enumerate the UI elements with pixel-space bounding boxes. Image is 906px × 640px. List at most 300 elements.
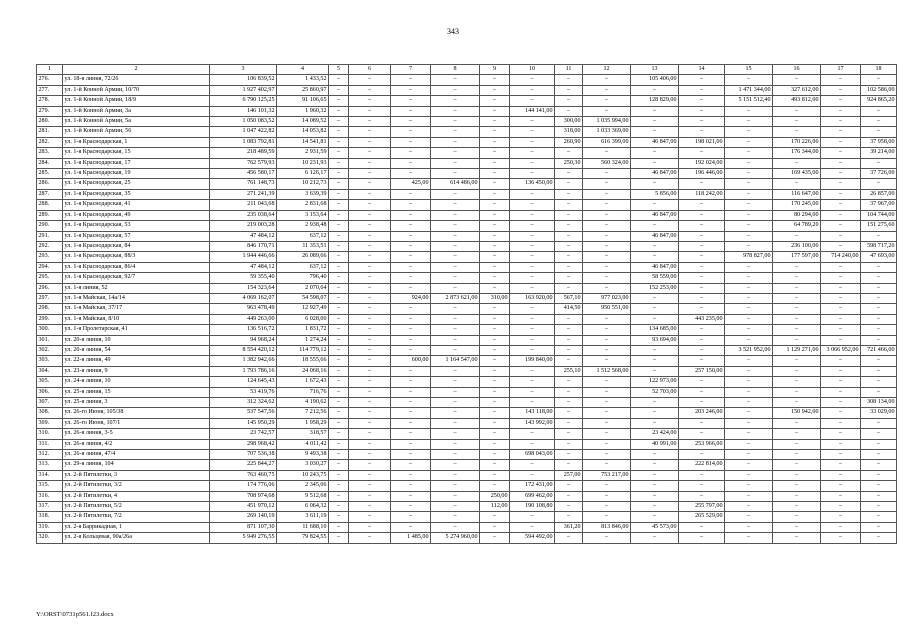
table-cell: 292. bbox=[37, 241, 63, 251]
table-cell: – bbox=[480, 522, 510, 532]
table-cell: 47 693,00 bbox=[861, 252, 897, 262]
table-cell: – bbox=[349, 481, 391, 491]
table-cell: – bbox=[480, 366, 510, 376]
header-cell: 11 bbox=[555, 65, 583, 75]
table-cell: 271 241,39 bbox=[210, 189, 277, 199]
table-cell: – bbox=[725, 439, 773, 449]
table-cell: – bbox=[391, 106, 431, 116]
table-cell: – bbox=[555, 377, 583, 387]
table-cell: – bbox=[510, 127, 555, 137]
table-cell: – bbox=[821, 148, 861, 158]
table-cell: 47 484,12 bbox=[210, 231, 277, 241]
table-cell: – bbox=[679, 345, 725, 355]
table-cell: – bbox=[510, 387, 555, 397]
table-cell: 37 967,00 bbox=[861, 200, 897, 210]
table-row bbox=[37, 387, 897, 397]
table-cell: – bbox=[861, 377, 897, 387]
table-cell: – bbox=[329, 408, 349, 418]
table-cell: – bbox=[431, 429, 480, 439]
table-cell: – bbox=[555, 325, 583, 335]
table-cell: – bbox=[725, 398, 773, 408]
table-cell: 25 860,97 bbox=[277, 85, 329, 95]
table-cell: 1 958,29 bbox=[277, 418, 329, 428]
table-cell: – bbox=[510, 85, 555, 95]
table-cell: 721 466,00 bbox=[861, 345, 897, 355]
table-cell: – bbox=[725, 106, 773, 116]
table-cell: – bbox=[861, 491, 897, 501]
header-cell: 18 bbox=[861, 65, 897, 75]
table-cell: 297. bbox=[37, 293, 63, 303]
table-cell: – bbox=[329, 221, 349, 231]
table-cell: ул. 1-я линия, 52 bbox=[63, 283, 210, 293]
table-cell: ул. 1-й Конной Армии, 10/70 bbox=[63, 85, 210, 95]
table-cell: – bbox=[725, 200, 773, 210]
table-cell: ул. 20-я линия, 10 bbox=[63, 335, 210, 345]
table-cell: – bbox=[861, 273, 897, 283]
table-cell: – bbox=[821, 221, 861, 231]
table-cell: – bbox=[583, 418, 631, 428]
table-cell: – bbox=[431, 106, 480, 116]
table-cell: – bbox=[821, 273, 861, 283]
table-cell: – bbox=[631, 502, 679, 512]
table-cell: – bbox=[555, 450, 583, 460]
table-cell: – bbox=[391, 75, 431, 85]
table-cell: – bbox=[583, 377, 631, 387]
table-cell: – bbox=[480, 85, 510, 95]
table-cell: – bbox=[861, 502, 897, 512]
table-cell: – bbox=[725, 408, 773, 418]
table-cell: – bbox=[583, 189, 631, 199]
table-cell: – bbox=[679, 491, 725, 501]
table-cell: – bbox=[349, 398, 391, 408]
table-cell: 151 275,60 bbox=[861, 221, 897, 231]
table-row bbox=[37, 283, 897, 293]
table-cell: 4 190,62 bbox=[277, 398, 329, 408]
table-cell: 12 927,49 bbox=[277, 304, 329, 314]
table-cell: 11 353,51 bbox=[277, 241, 329, 251]
table-cell: – bbox=[431, 96, 480, 106]
table-cell: 316. bbox=[37, 491, 63, 501]
table-cell: – bbox=[821, 533, 861, 543]
table-cell: – bbox=[861, 117, 897, 127]
table-cell: – bbox=[329, 158, 349, 168]
table-cell: – bbox=[391, 210, 431, 220]
table-cell: 637,12 bbox=[277, 231, 329, 241]
table-cell: 300. bbox=[37, 325, 63, 335]
table-cell: 924,00 bbox=[391, 293, 431, 303]
table-cell: ул. 25-я линия, 3 bbox=[63, 398, 210, 408]
table-cell: – bbox=[679, 533, 725, 543]
table-cell: – bbox=[631, 241, 679, 251]
table-cell: – bbox=[329, 262, 349, 272]
table-cell: ул. 2-я Кольцевая, 90а/26а bbox=[63, 533, 210, 543]
table-cell: – bbox=[329, 366, 349, 376]
table-cell: 3 611,19 bbox=[277, 512, 329, 522]
header-cell: 10 bbox=[510, 65, 555, 75]
table-cell: 1 047 422,82 bbox=[210, 127, 277, 137]
table-cell: – bbox=[391, 241, 431, 251]
table-cell: – bbox=[555, 200, 583, 210]
table-cell: 14 089,52 bbox=[277, 117, 329, 127]
table-cell: 134 685,00 bbox=[631, 325, 679, 335]
table-cell: – bbox=[391, 491, 431, 501]
table-cell: – bbox=[329, 283, 349, 293]
table-cell: ул. 26-я линия, 3-5 bbox=[63, 429, 210, 439]
table-cell: – bbox=[480, 418, 510, 428]
table-cell: – bbox=[349, 387, 391, 397]
table-cell: – bbox=[431, 491, 480, 501]
table-cell: – bbox=[583, 106, 631, 116]
table-cell: ул. 1-я Краснодарская, 41 bbox=[63, 200, 210, 210]
table-cell: – bbox=[431, 481, 480, 491]
table-cell: – bbox=[510, 231, 555, 241]
table-cell: 293. bbox=[37, 252, 63, 262]
table-cell: – bbox=[329, 169, 349, 179]
table-cell: ул. 26-го Июня, 107/1 bbox=[63, 418, 210, 428]
table-cell: – bbox=[349, 470, 391, 480]
table-cell: – bbox=[725, 470, 773, 480]
table-cell: – bbox=[773, 75, 821, 85]
table-cell: – bbox=[821, 314, 861, 324]
table-cell: 112,00 bbox=[480, 502, 510, 512]
table-cell: – bbox=[821, 169, 861, 179]
table-cell: – bbox=[329, 470, 349, 480]
table-cell: 637,12 bbox=[277, 262, 329, 272]
table-cell: – bbox=[349, 96, 391, 106]
table-cell: ул. 26-го Июня, 105/38 bbox=[63, 408, 210, 418]
table-cell: 14 541,81 bbox=[277, 137, 329, 147]
table-cell: 64 789,20 bbox=[773, 221, 821, 231]
table-cell: – bbox=[679, 85, 725, 95]
table-cell: – bbox=[431, 189, 480, 199]
table-cell: 93 694,00 bbox=[631, 335, 679, 345]
table-cell: – bbox=[329, 314, 349, 324]
table-cell: – bbox=[480, 117, 510, 127]
table-row bbox=[37, 439, 897, 449]
table-cell: – bbox=[329, 377, 349, 387]
table-cell: 39 214,00 bbox=[861, 148, 897, 158]
table-cell: 924 865,20 bbox=[861, 96, 897, 106]
table-row bbox=[37, 75, 897, 85]
table-cell: – bbox=[349, 283, 391, 293]
table-cell: – bbox=[349, 106, 391, 116]
table-cell: – bbox=[583, 200, 631, 210]
table-cell: – bbox=[391, 200, 431, 210]
table-cell: – bbox=[480, 241, 510, 251]
table-row bbox=[37, 366, 897, 376]
table-cell: – bbox=[725, 293, 773, 303]
table-cell: – bbox=[349, 158, 391, 168]
table-cell: – bbox=[861, 429, 897, 439]
table-cell: 1 672,43 bbox=[277, 377, 329, 387]
table-cell: – bbox=[555, 189, 583, 199]
table-cell: – bbox=[583, 179, 631, 189]
table-cell: – bbox=[725, 460, 773, 470]
table-cell: – bbox=[631, 366, 679, 376]
table-cell: – bbox=[349, 325, 391, 335]
table-cell: 3 639,39 bbox=[277, 189, 329, 199]
table-cell: 312 324,62 bbox=[210, 398, 277, 408]
table-cell: – bbox=[510, 117, 555, 127]
table-cell: – bbox=[583, 314, 631, 324]
table-cell: – bbox=[431, 127, 480, 137]
table-cell: – bbox=[631, 512, 679, 522]
table-cell: 308. bbox=[37, 408, 63, 418]
table-row bbox=[37, 522, 897, 532]
table-cell: – bbox=[861, 106, 897, 116]
table-cell: 276. bbox=[37, 75, 63, 85]
table-cell: – bbox=[329, 460, 349, 470]
table-row bbox=[37, 158, 897, 168]
table-cell: – bbox=[391, 137, 431, 147]
table-cell: 977 023,00 bbox=[583, 293, 631, 303]
table-cell: – bbox=[480, 356, 510, 366]
table-cell: – bbox=[861, 179, 897, 189]
table-cell: – bbox=[725, 273, 773, 283]
table-cell: – bbox=[329, 106, 349, 116]
table-cell: – bbox=[821, 418, 861, 428]
table-cell: – bbox=[555, 106, 583, 116]
table-cell: – bbox=[431, 377, 480, 387]
table-cell: 253 966,00 bbox=[679, 439, 725, 449]
table-cell: – bbox=[861, 314, 897, 324]
table-row bbox=[37, 200, 897, 210]
table-cell: – bbox=[510, 189, 555, 199]
table-cell: – bbox=[555, 148, 583, 158]
table-row bbox=[37, 481, 897, 491]
table-cell: – bbox=[583, 398, 631, 408]
table-cell: – bbox=[510, 75, 555, 85]
table-row bbox=[37, 179, 897, 189]
table-cell: – bbox=[329, 418, 349, 428]
table-cell: 287. bbox=[37, 189, 63, 199]
table-cell: – bbox=[861, 512, 897, 522]
table-cell: 46 847,00 bbox=[631, 137, 679, 147]
table-cell: ул. 2-й Пятилетки, 3/2 bbox=[63, 481, 210, 491]
table-cell: – bbox=[431, 252, 480, 262]
table-cell: – bbox=[555, 335, 583, 345]
table-cell: 172 431,00 bbox=[510, 481, 555, 491]
table-cell: – bbox=[480, 262, 510, 272]
table-cell: 199 840,00 bbox=[510, 356, 555, 366]
table-cell: – bbox=[555, 460, 583, 470]
table-cell: – bbox=[480, 470, 510, 480]
table-cell: – bbox=[773, 398, 821, 408]
table-cell: – bbox=[555, 356, 583, 366]
table-cell: – bbox=[431, 460, 480, 470]
table-cell: – bbox=[679, 293, 725, 303]
table-cell: 567,10 bbox=[555, 293, 583, 303]
table-cell: 616 399,00 bbox=[583, 137, 631, 147]
table-cell: – bbox=[329, 210, 349, 220]
table-cell: – bbox=[583, 252, 631, 262]
table-cell: – bbox=[631, 127, 679, 137]
table-cell: – bbox=[583, 221, 631, 231]
table-cell: – bbox=[773, 304, 821, 314]
table-cell: 14 053,82 bbox=[277, 127, 329, 137]
table-cell: – bbox=[679, 325, 725, 335]
table-cell: – bbox=[773, 283, 821, 293]
table-cell: – bbox=[583, 96, 631, 106]
table-cell: – bbox=[431, 158, 480, 168]
table-cell: 124 645,43 bbox=[210, 377, 277, 387]
table-cell: – bbox=[679, 200, 725, 210]
table-cell: – bbox=[480, 304, 510, 314]
table-cell: ул. 26-я линия, 4/2 bbox=[63, 439, 210, 449]
table-cell: – bbox=[480, 398, 510, 408]
table-cell: 318. bbox=[37, 512, 63, 522]
table-cell: – bbox=[679, 377, 725, 387]
table-cell: – bbox=[391, 470, 431, 480]
table-cell: – bbox=[821, 117, 861, 127]
table-cell: – bbox=[821, 158, 861, 168]
table-cell: 1 164 547,00 bbox=[431, 356, 480, 366]
table-cell: – bbox=[329, 429, 349, 439]
table-cell: – bbox=[631, 345, 679, 355]
table-cell: ул. 1-я Майская, 8/10 bbox=[63, 314, 210, 324]
table-cell: – bbox=[510, 158, 555, 168]
table-cell: 298 968,42 bbox=[210, 439, 277, 449]
table-cell: 150 942,00 bbox=[773, 408, 821, 418]
table-cell: – bbox=[773, 262, 821, 272]
table-cell: 8 554 420,12 bbox=[210, 345, 277, 355]
table-row bbox=[37, 533, 897, 543]
table-cell: 762 579,93 bbox=[210, 158, 277, 168]
table-cell: 278. bbox=[37, 96, 63, 106]
table-cell: – bbox=[555, 491, 583, 501]
table-cell: – bbox=[510, 314, 555, 324]
table-cell: 143 992,00 bbox=[510, 418, 555, 428]
table-cell: – bbox=[861, 356, 897, 366]
table-cell: 144 141,00 bbox=[510, 106, 555, 116]
table-cell: – bbox=[555, 252, 583, 262]
table-cell: – bbox=[431, 283, 480, 293]
table-cell: – bbox=[725, 387, 773, 397]
table-cell: 176 344,00 bbox=[773, 148, 821, 158]
table-cell: – bbox=[329, 533, 349, 543]
table-cell: – bbox=[679, 481, 725, 491]
table-cell: – bbox=[510, 273, 555, 283]
table-cell: – bbox=[773, 366, 821, 376]
table-cell: – bbox=[349, 179, 391, 189]
table-cell: – bbox=[480, 481, 510, 491]
table-cell: 10 212,73 bbox=[277, 179, 329, 189]
table-cell: ул. 1-я Майская, 37/17 bbox=[63, 304, 210, 314]
table-cell: – bbox=[773, 387, 821, 397]
table-cell: 305. bbox=[37, 377, 63, 387]
table-cell: 303. bbox=[37, 356, 63, 366]
table-cell: – bbox=[391, 189, 431, 199]
table-cell: – bbox=[679, 117, 725, 127]
table-cell: – bbox=[821, 293, 861, 303]
table-cell: 170 245,00 bbox=[773, 200, 821, 210]
table-cell: – bbox=[679, 106, 725, 116]
table-cell: – bbox=[349, 502, 391, 512]
table-row bbox=[37, 304, 897, 314]
table-cell: ул. 1-й Конной Армии, 5а bbox=[63, 117, 210, 127]
table-cell: – bbox=[679, 283, 725, 293]
table-cell: – bbox=[583, 231, 631, 241]
table-cell: 300,00 bbox=[555, 117, 583, 127]
table-cell: – bbox=[555, 96, 583, 106]
table-cell: – bbox=[821, 241, 861, 251]
table-cell: – bbox=[349, 304, 391, 314]
table-cell: – bbox=[631, 356, 679, 366]
page-number: 343 bbox=[447, 27, 459, 36]
table-cell: ул. 1-я Краснодарская, 88/3 bbox=[63, 252, 210, 262]
table-cell: – bbox=[679, 210, 725, 220]
table-row bbox=[37, 450, 897, 460]
table-cell: 950 551,00 bbox=[583, 304, 631, 314]
table-cell: – bbox=[510, 470, 555, 480]
header-cell: 13 bbox=[631, 65, 679, 75]
table-cell: 46 847,00 bbox=[631, 210, 679, 220]
table-cell: ул. 1-я Краснодарская, 17 bbox=[63, 158, 210, 168]
table-cell: ул. 1-я Краснодарская, 86/4 bbox=[63, 262, 210, 272]
table-cell: – bbox=[583, 325, 631, 335]
table-cell: 236 100,00 bbox=[773, 241, 821, 251]
header-cell: 12 bbox=[583, 65, 631, 75]
table-cell: – bbox=[725, 512, 773, 522]
table-cell: – bbox=[725, 522, 773, 532]
table-cell: 449 263,00 bbox=[210, 314, 277, 324]
table-cell: 3 030,27 bbox=[277, 460, 329, 470]
table-cell: – bbox=[821, 137, 861, 147]
table-cell: – bbox=[555, 314, 583, 324]
table-cell: 53 419,76 bbox=[210, 387, 277, 397]
table-cell: – bbox=[821, 512, 861, 522]
table-cell: – bbox=[555, 418, 583, 428]
table-row bbox=[37, 335, 897, 345]
table-cell: – bbox=[555, 439, 583, 449]
table-cell: – bbox=[861, 283, 897, 293]
table-cell: – bbox=[510, 148, 555, 158]
table-row bbox=[37, 491, 897, 501]
table-cell: 560 324,00 bbox=[583, 158, 631, 168]
table-cell: – bbox=[480, 283, 510, 293]
table-cell: – bbox=[555, 408, 583, 418]
table-cell: – bbox=[349, 429, 391, 439]
table-cell: – bbox=[631, 117, 679, 127]
table-cell: – bbox=[679, 273, 725, 283]
table-cell: – bbox=[773, 481, 821, 491]
table-cell: – bbox=[349, 273, 391, 283]
table-cell: – bbox=[480, 450, 510, 460]
table-cell: – bbox=[480, 106, 510, 116]
table-cell: – bbox=[773, 231, 821, 241]
table-cell: – bbox=[679, 75, 725, 85]
table-cell: – bbox=[391, 96, 431, 106]
table-cell: – bbox=[821, 408, 861, 418]
table-cell: – bbox=[773, 439, 821, 449]
table-cell: – bbox=[861, 262, 897, 272]
table-cell: 154 323,64 bbox=[210, 283, 277, 293]
header-cell: 2 bbox=[63, 65, 210, 75]
table-cell: 269 140,19 bbox=[210, 512, 277, 522]
table-cell: – bbox=[583, 85, 631, 95]
table-cell: – bbox=[391, 335, 431, 345]
table-cell: – bbox=[821, 398, 861, 408]
table-cell: – bbox=[431, 439, 480, 449]
table-cell: – bbox=[555, 283, 583, 293]
table-cell: – bbox=[583, 75, 631, 85]
table-cell: – bbox=[329, 293, 349, 303]
table-cell: 106 839,52 bbox=[210, 75, 277, 85]
table-cell: 1 793 786,16 bbox=[210, 366, 277, 376]
table-cell: – bbox=[510, 522, 555, 532]
table-cell: – bbox=[431, 75, 480, 85]
table-cell: – bbox=[773, 450, 821, 460]
